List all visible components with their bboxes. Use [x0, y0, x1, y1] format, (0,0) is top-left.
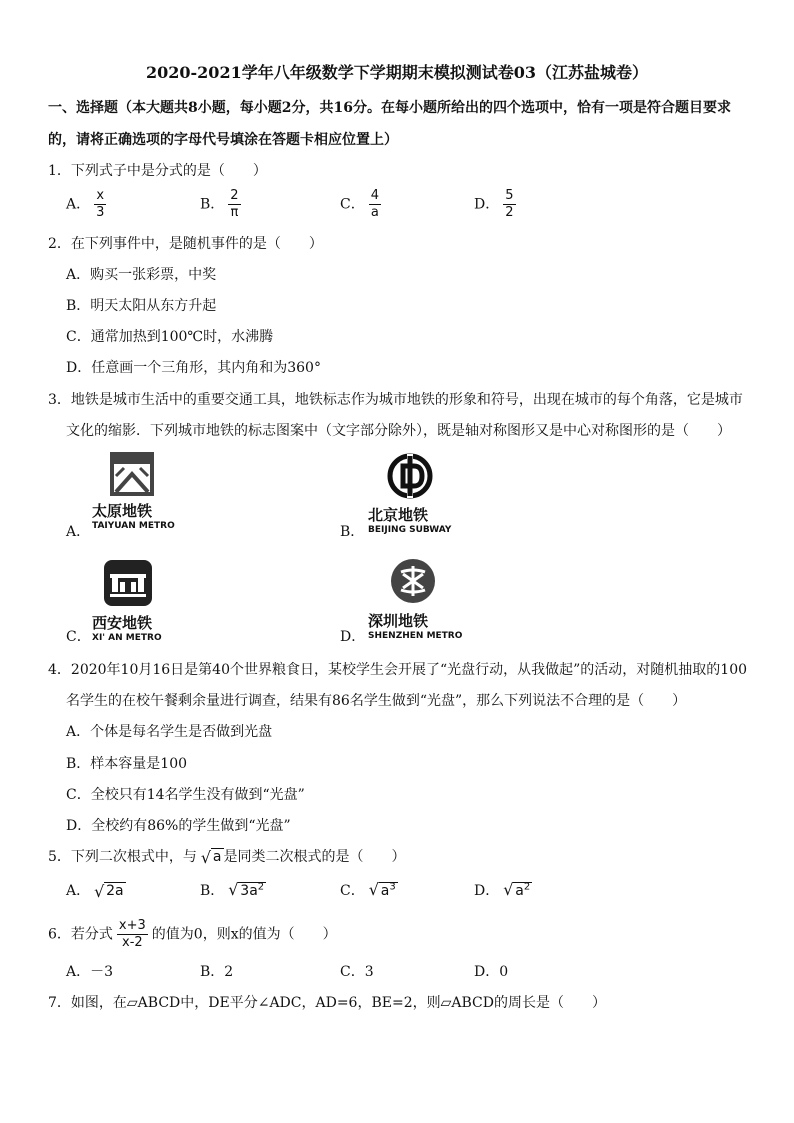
q4-stem-line1: 4．2020年10月16日是第40个世界粮食日，某校学生会开展了“光盘行动，从我做起”的活动，对随机抽取的100 — [48, 662, 748, 678]
q5-option-d[interactable]: D． √ $a^2$ — [474, 880, 531, 900]
option-label: D． — [474, 196, 500, 213]
q3-stem-line2: 文化的缩影．下列城市地铁的标志图案中（文字部分除外），既是轴对称图形又是中心对称图形的是（ ） — [66, 423, 731, 439]
q5-option-c[interactable]: C． √ $a^3$ — [340, 880, 396, 900]
q5-option-a[interactable]: A． √ 2a — [66, 882, 124, 901]
q3-option-c-label[interactable]: C． — [66, 629, 91, 645]
q2-option-c[interactable]: C．通常加热到100℃时，水沸腾 — [66, 329, 274, 345]
q1-stem: 1．下列式子中是分式的是（ ） — [48, 163, 267, 179]
q2-stem: 2．在下列事件中，是随机事件的是（ ） — [48, 236, 323, 252]
fraction: $\frac{4}{a}$ — [370, 188, 379, 220]
radical: √ $a^3$ — [368, 880, 396, 900]
xian-metro-icon — [102, 558, 154, 608]
q6-option-d[interactable]: D．0 — [474, 964, 509, 980]
option-label: C． — [340, 196, 365, 213]
taiyuan-metro-icon — [110, 452, 154, 496]
q4-option-a[interactable]: A．个体是每名学生是否做到光盘 — [66, 724, 273, 740]
option-label: B． — [200, 196, 225, 213]
q5-option-b[interactable]: B． √ $3a^2$ — [200, 880, 265, 900]
taiyuan-metro-logo: 太原地铁 TAIYUAN METRO — [92, 452, 192, 531]
q7-stem: 7．如图，在▱ABCD中，DE平分∠ADC，AD=6，BE=2，则▱ABCD的周长是（ ） — [48, 995, 606, 1011]
fraction: $\frac{x+3}{x-2}$ — [118, 918, 146, 950]
xian-metro-logo: 西安地铁 XI' AN METRO — [92, 558, 192, 643]
q6-stem: 6．若分式 $\frac{x+3}{x-2}$ 的值为0，则x的值为（ ） — [48, 918, 337, 950]
q2-option-d[interactable]: D．任意画一个三角形，其内角和为360° — [66, 360, 321, 376]
q4-option-b[interactable]: B．样本容量是100 — [66, 756, 188, 772]
beijing-subway-icon — [386, 452, 434, 500]
q2-option-a[interactable]: A．购买一张彩票，中奖 — [66, 267, 217, 283]
option-label: A． — [66, 196, 91, 213]
q2-option-b[interactable]: B．明天太阳从东方升起 — [66, 298, 217, 314]
q4-option-d[interactable]: D．全校约有86%的学生做到“光盘” — [66, 818, 291, 834]
q4-option-c[interactable]: C．全校只有14名学生没有做到“光盘” — [66, 787, 305, 803]
fraction: $\frac{2}{\pi}$ — [230, 188, 239, 220]
q5-stem: 5．下列二次根式中，与 √ a 是同类二次根式的是（ ） — [48, 848, 406, 867]
q1-option-b[interactable] — [200, 188, 245, 221]
page-title: 2020-2021学年八年级数学下学期期末模拟测试卷03（江苏盐城卷） — [146, 63, 648, 82]
fraction: $\frac{x}{3}$ — [96, 188, 105, 220]
q6-option-c[interactable]: C．3 — [340, 964, 374, 980]
radical: √ $3a^2$ — [228, 880, 265, 900]
q1-option-c[interactable] — [340, 188, 385, 221]
q6-option-b[interactable]: B．2 — [200, 964, 234, 980]
q3-option-d-label[interactable]: D． — [340, 629, 366, 645]
q3-stem-line1: 3．地铁是城市生活中的重要交通工具，地铁标志作为城市地铁的形象和符号，出现在城市的每个角落，它是城市 — [48, 392, 743, 408]
radical: √ a — [200, 848, 222, 867]
q6-option-a[interactable]: A．－3 — [66, 964, 114, 980]
radical: √ $a^2$ — [503, 880, 531, 900]
shenzhen-metro-logo: 深圳地铁 SHENZHEN METRO — [368, 556, 478, 641]
beijing-subway-logo: 北京地铁 BEIJING SUBWAY — [368, 452, 468, 535]
section-heading-line1: 一、选择题（本大题共8小题，每小题2分，共16分。在每小题所给出的四个选项中，恰有一项是符合题目要求 — [48, 100, 731, 116]
fraction: $\frac{5}{2}$ — [505, 188, 514, 220]
q1-option-d[interactable] — [474, 188, 520, 221]
radical: √ 2a — [94, 882, 124, 901]
q3-option-a-label[interactable]: A． — [66, 524, 91, 540]
q4-stem-line2: 名学生的在校午餐剩余量进行调查，结果有86名学生做到“光盘”，那么下列说法不合理的是（ ） — [66, 693, 687, 709]
q1-option-a[interactable] — [66, 188, 110, 221]
q3-option-b-label[interactable]: B． — [340, 524, 365, 540]
section-heading-line2: 的，请将正确选项的字母代号填涂在答题卡相应位置上） — [48, 132, 398, 148]
shenzhen-metro-icon — [388, 556, 438, 606]
